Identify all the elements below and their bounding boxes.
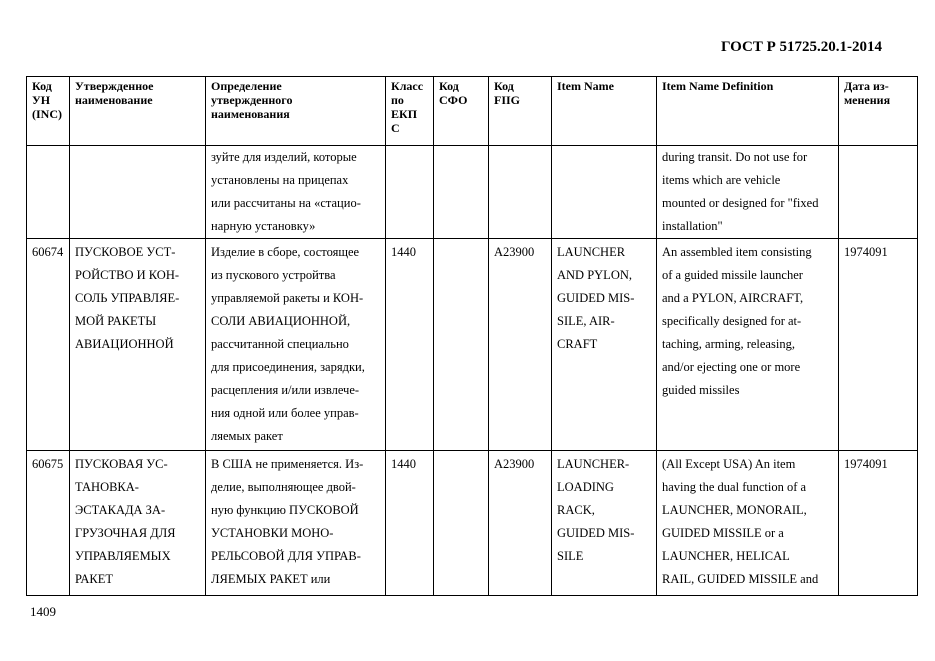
cell-class: 1440 [386, 451, 434, 596]
cell-sfo [434, 451, 489, 596]
col-header-sfo: Код СФО [434, 77, 489, 146]
table-row [27, 239, 918, 451]
gost-table [26, 76, 918, 596]
cell-definition-ru: зуйте для изделий, которые установлены на прицепах или рассчитаны на «стацио- нарную установку» [206, 146, 386, 239]
col-header-change-date: Дата из- менения [839, 77, 918, 146]
cell-fiig [489, 146, 552, 239]
table-row-continuation [27, 146, 918, 239]
cell-definition-ru: В США не применяется. Из- делие, выполняющее двой- ную функцию ПУСКОВОЙ УСТАНОВКИ МОНО- РЕЛЬСОВОЙ ДЛЯ УПРАВ- ЛЯЕМЫХ РАКЕТ или [206, 451, 386, 596]
col-header-class: Класс по ЕКП С [386, 77, 434, 146]
cell-date: 1974091 [839, 239, 918, 451]
header-row [27, 77, 918, 146]
col-header-fiig: Код FIIG [489, 77, 552, 146]
cell-item-name: LAUNCHER AND PYLON, GUIDED MIS- SILE, AIR- CRAFT [552, 239, 657, 451]
cell-inc: 60675 [27, 451, 70, 596]
cell-name-ru: ПУСКОВАЯ УС- ТАНОВКА- ЭСТАКАДА ЗА- ГРУЗОЧНАЯ ДЛЯ УПРАВЛЯЕМЫХ РАКЕТ [70, 451, 206, 596]
cell-definition-en: during transit. Do not use for items which are vehicle mounted or designed for "fixed installation" [657, 146, 839, 239]
cell-fiig: A23900 [489, 239, 552, 451]
cell-inc: 60674 [27, 239, 70, 451]
document-code: ГОСТ Р 51725.20.1-2014 [721, 39, 883, 55]
cell-class [386, 146, 434, 239]
cell-item-name [552, 146, 657, 239]
cell-definition-en: (All Except USA) An item having the dual function of a LAUNCHER, MONORAIL, GUIDED MISSILE or a LAUNCHER, HELICAL RAIL, GUIDED MISSILE and [657, 451, 839, 596]
cell-class: 1440 [386, 239, 434, 451]
cell-date [839, 146, 918, 239]
col-header-definition: Определение утвержденного наименования [206, 77, 386, 146]
col-header-inc: Код УН (INC) [27, 77, 70, 146]
col-header-item-name-definition: Item Name Definition [657, 77, 839, 146]
cell-definition-ru: Изделие в сборе, состоящее из пускового устройтва управляемой ракеты и КОН- СОЛИ АВИАЦИОННОЙ, рассчитанной специально для присоединения, зарядки, расцепления и/или извлече- ния одной или более управ- ляемых ракет [206, 239, 386, 451]
table-row [27, 451, 918, 596]
cell-date: 1974091 [839, 451, 918, 596]
cell-name-ru: ПУСКОВОЕ УСТ- РОЙСТВО И КОН- СОЛЬ УПРАВЛЯЕ- МОЙ РАКЕТЫ АВИАЦИОННОЙ [70, 239, 206, 451]
cell-sfo [434, 239, 489, 451]
cell-inc [27, 146, 70, 239]
page-number: 1409 [30, 604, 56, 619]
cell-item-name: LAUNCHER- LOADING RACK, GUIDED MIS- SILE [552, 451, 657, 596]
cell-sfo [434, 146, 489, 239]
col-header-item-name: Item Name [552, 77, 657, 146]
col-header-approved-name: Утвержденное наименование [70, 77, 206, 146]
cell-definition-en: An assembled item consisting of a guided missile launcher and a PYLON, AIRCRAFT, specifically designed for at- taching, arming, releasing, and/or ejecting one or more guided missiles [657, 239, 839, 451]
cell-fiig: A23900 [489, 451, 552, 596]
cell-name-ru [70, 146, 206, 239]
